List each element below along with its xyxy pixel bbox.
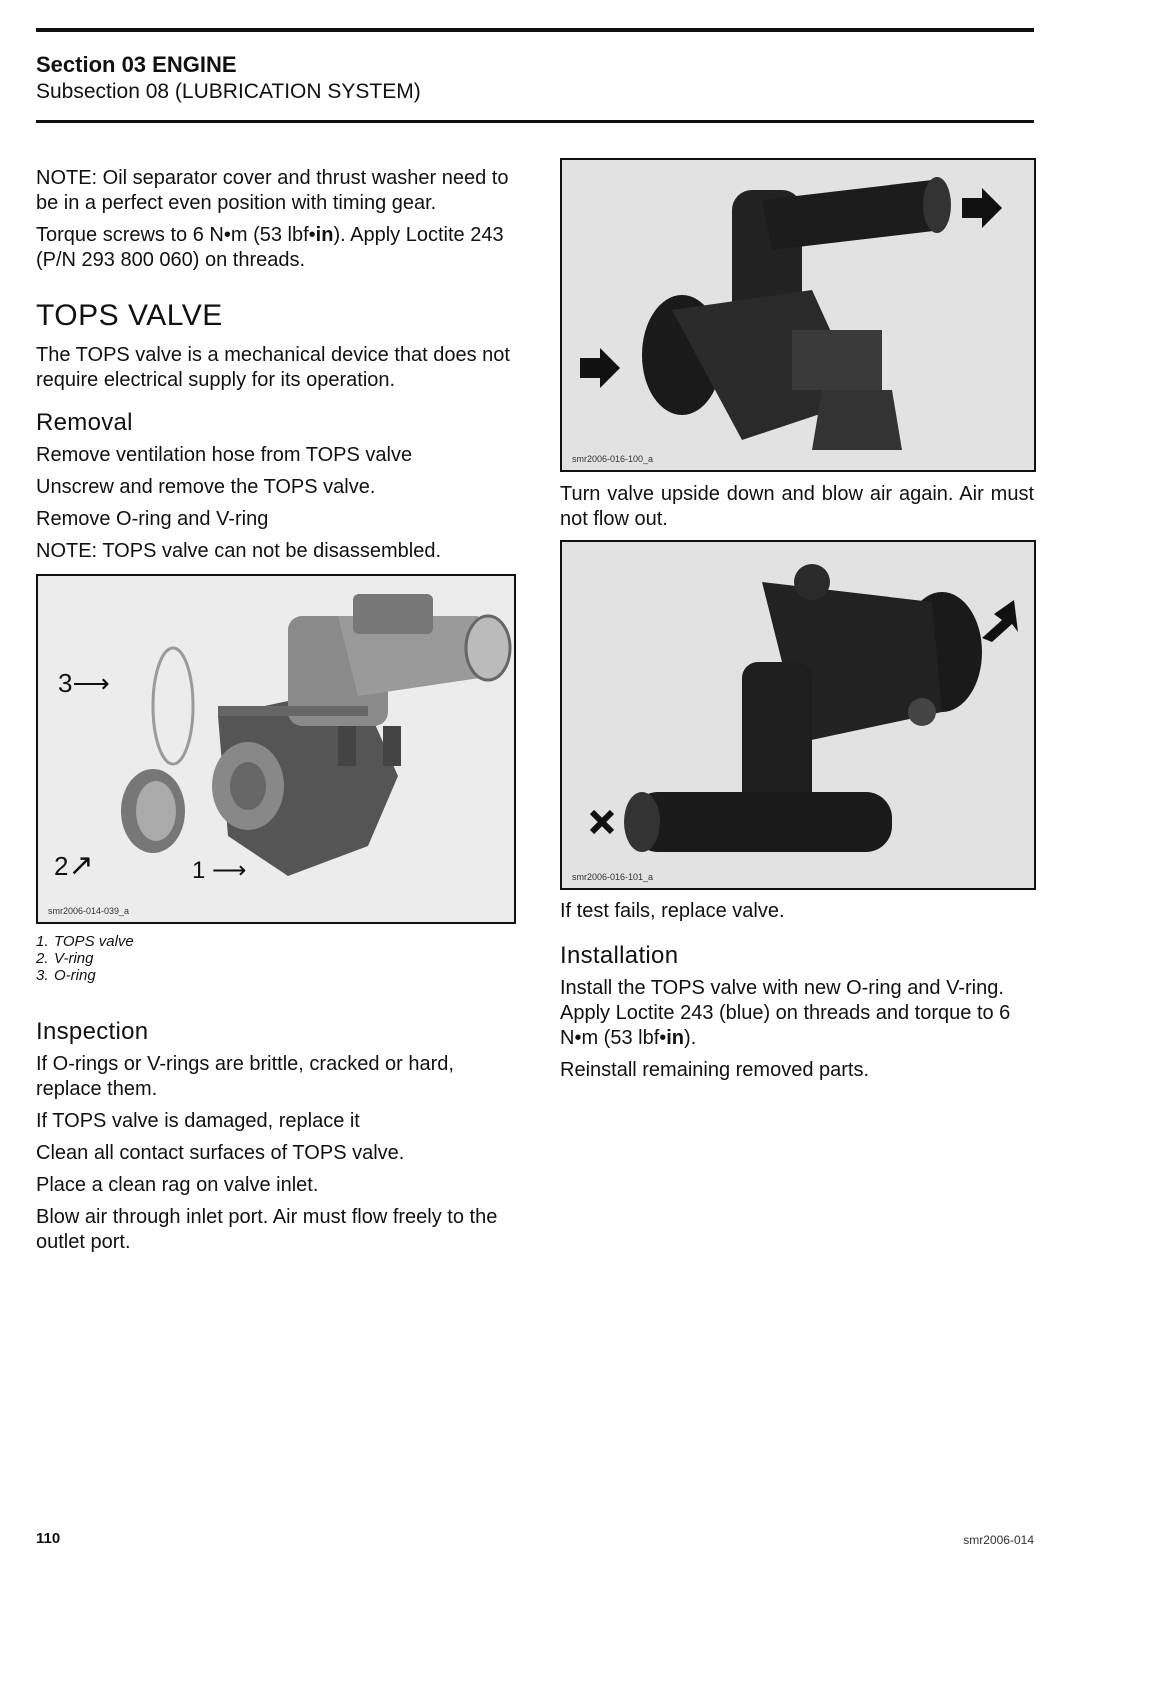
inspection-step: Place a clean rag on valve inlet. <box>36 1174 319 1196</box>
legend-item <box>36 967 134 984</box>
note-text: Oil separator cover and thrust washer need to be in a perfect even position with timing gear. <box>36 167 509 214</box>
inspection-step: Blow air through inlet port. Air must flow freely to the outlet port. <box>36 1206 498 1253</box>
legend-number: 2. <box>36 950 49 967</box>
legend-number: 3. <box>36 967 49 984</box>
inspection-step: If TOPS valve is damaged, replace it <box>36 1110 360 1132</box>
subsection-heading: Subsection 08 (LUBRICATION SYSTEM) <box>36 80 421 103</box>
figure-legend <box>36 933 134 984</box>
note-label: NOTE: <box>36 167 98 189</box>
right-text <box>560 899 1034 1083</box>
arrow-right-icon: ⟶ <box>72 668 110 698</box>
tops-valve-illustration <box>38 576 514 922</box>
install-text-pre: Install the TOPS valve with new O-ring and V-ring. Apply Loctite 243 (blue) on threads and torque to 6 N•m (53 lbf• <box>560 977 1011 1049</box>
header-bottom-rule <box>36 120 1034 123</box>
torque-unit-in: in <box>315 224 334 246</box>
valve-photo-illustration-2 <box>562 542 1034 888</box>
section-label: Section 03 <box>36 52 153 77</box>
install-text-post: ). <box>684 1027 697 1049</box>
installation-text <box>560 976 1034 1051</box>
callout-2 <box>54 848 94 883</box>
caption-test-fails: If test fails, replace valve. <box>560 900 785 922</box>
callout-1-number: 1 <box>192 857 206 884</box>
reinstall-text: Reinstall remaining removed parts. <box>560 1059 870 1081</box>
tops-valve-title: TOPS VALVE <box>36 299 223 332</box>
section-name: ENGINE <box>152 52 237 77</box>
section-heading <box>36 52 237 78</box>
figure-id: smr2006-016-100_a <box>572 454 654 464</box>
inspection-step: Clean all contact surfaces of TOPS valve. <box>36 1142 405 1164</box>
note-label: NOTE: <box>36 540 98 562</box>
legend-item <box>36 950 134 967</box>
tops-valve-intro: The TOPS valve is a mechanical device that does not require electrical supply for its operation. <box>36 344 510 391</box>
arrow-up-right-icon: ↗ <box>68 849 94 882</box>
callout-2-number: 2 <box>54 851 69 881</box>
valve-air-test-figure <box>560 158 1036 472</box>
torque-screws-text <box>36 223 514 273</box>
legend-text: V-ring <box>54 950 94 967</box>
figure-id: smr2006-016-101_a <box>572 872 654 882</box>
torque-text-pre: Torque screws to 6 N•m (53 lbf• <box>36 224 316 246</box>
arrow-right-icon: ⟶ <box>212 857 247 884</box>
top-rule <box>36 28 1034 32</box>
legend-text: TOPS valve <box>54 933 134 950</box>
callout-1 <box>192 856 246 885</box>
removal-step: Remove ventilation hose from TOPS valve <box>36 444 413 466</box>
note-text: TOPS valve can not be disassembled. <box>97 540 442 562</box>
inspection-title: Inspection <box>36 1018 149 1045</box>
callout-3-number: 3 <box>58 668 73 698</box>
install-unit-in: in <box>666 1027 685 1049</box>
figure-id: smr2006-014-039_a <box>48 906 130 916</box>
page-number: 110 <box>36 1530 61 1547</box>
valve-upside-down-figure <box>560 540 1036 890</box>
torque-text-post: ). Apply Loctite 243 (P/N 293 800 060) on threads. <box>36 224 504 271</box>
legend-text: O-ring <box>54 967 96 984</box>
doc-code: smr2006-014 <box>963 1533 1034 1547</box>
removal-title: Removal <box>36 409 133 436</box>
left-column <box>36 166 514 564</box>
legend-number: 1. <box>36 933 49 950</box>
installation-title: Installation <box>560 942 679 969</box>
note-not-disassembled <box>36 539 514 564</box>
inspection-section <box>36 1018 514 1255</box>
removal-step: Unscrew and remove the TOPS valve. <box>36 476 376 498</box>
inspection-step: If O-rings or V-rings are brittle, cracked or hard, replace them. <box>36 1053 454 1100</box>
tops-valve-exploded-figure <box>36 574 516 924</box>
caption-text: Turn valve upside down and blow air again. Air must not flow out. <box>560 483 1034 530</box>
caption-upside-down <box>560 482 1034 532</box>
note-oil-separator <box>36 166 514 216</box>
callout-3 <box>58 668 110 699</box>
removal-step: Remove O-ring and V-ring <box>36 508 269 530</box>
legend-item <box>36 933 134 950</box>
valve-photo-illustration <box>562 160 1034 470</box>
